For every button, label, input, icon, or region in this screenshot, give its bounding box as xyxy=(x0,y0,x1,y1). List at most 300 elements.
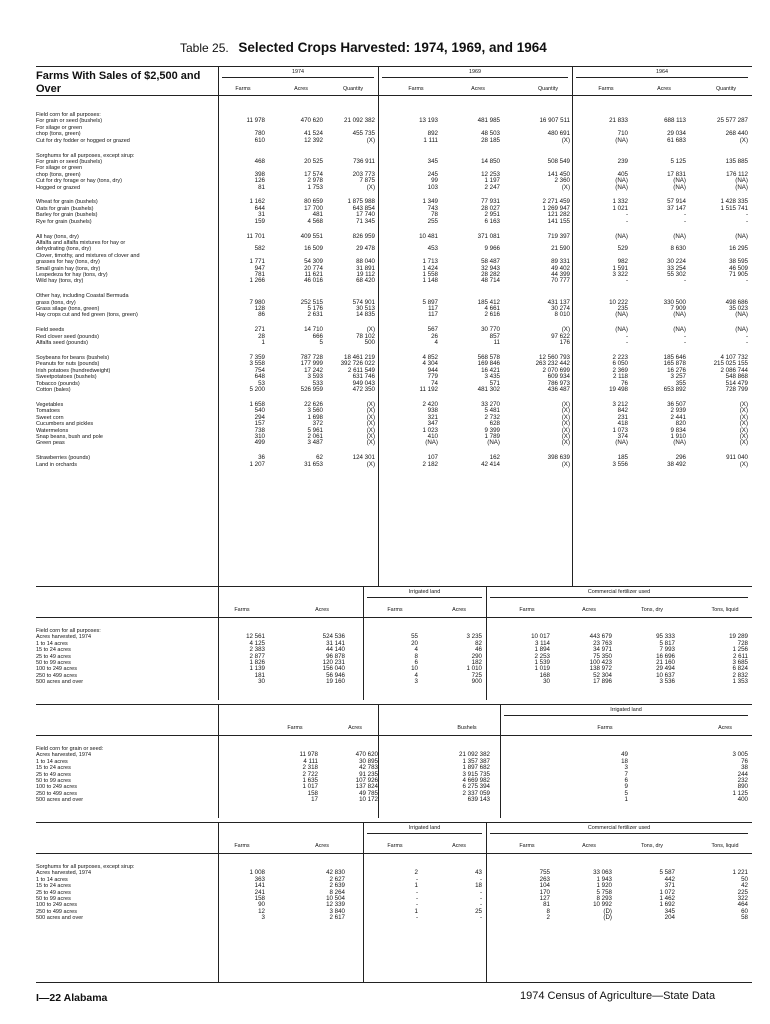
row-label: Snap beans, bush and pole xyxy=(36,433,103,440)
row-label: Tomatoes xyxy=(36,408,60,415)
cell-value: 3 536 xyxy=(659,678,675,686)
cell-value: (X) xyxy=(561,183,570,191)
cell-value: 666 xyxy=(312,332,323,340)
cell-value: 3 xyxy=(624,764,628,772)
cell-value: 4 661 xyxy=(484,305,500,312)
cell-value: 1 xyxy=(414,907,418,915)
column-divider xyxy=(378,705,379,818)
cell-value: (X) xyxy=(561,460,570,468)
cell-value: - xyxy=(479,901,482,909)
row-label: 250 to 499 acres xyxy=(36,672,77,679)
cell-value: (X) xyxy=(739,413,748,421)
cell-value: 857 xyxy=(489,332,500,340)
row-label: dehydrating (tons, dry) xyxy=(36,246,92,253)
cell-value: 1 xyxy=(261,339,265,347)
cell-value: 1 894 xyxy=(534,646,550,654)
cell-value: 3 556 xyxy=(612,460,628,468)
column-header: Acres xyxy=(348,725,362,731)
cell-value: 42 xyxy=(741,882,748,890)
cell-value: 26 xyxy=(431,332,438,340)
cell-value: 235 xyxy=(617,305,628,312)
cell-value: 22 626 xyxy=(304,400,323,408)
column-divider xyxy=(486,587,487,700)
cell-value: 1 021 xyxy=(612,204,628,212)
cell-value: 5 961 xyxy=(307,426,323,434)
cell-value: 322 xyxy=(737,895,748,902)
cell-value: 1 357 387 xyxy=(462,757,490,765)
row-label: grasses for hay (tons, dry) xyxy=(36,259,100,266)
cell-value: 355 xyxy=(675,379,686,387)
cell-value: 372 xyxy=(312,420,323,428)
cell-value: 16 421 xyxy=(481,366,500,374)
cell-value: 409 551 xyxy=(300,232,323,240)
cell-value: 8 264 xyxy=(329,888,345,896)
cell-value: 90 xyxy=(258,901,265,909)
row-label: Acres harvested, 1974 xyxy=(36,870,92,877)
cell-value: 3 005 xyxy=(732,751,748,759)
cell-value: 16 907 511 xyxy=(539,117,570,125)
cell-value: 88 040 xyxy=(356,258,375,266)
column-header: Farms xyxy=(408,86,424,92)
cell-value: 2 877 xyxy=(249,652,265,660)
row-label: Sorghums for all purposes, except sirup: xyxy=(36,864,135,870)
cell-value: 1 943 xyxy=(596,875,612,883)
row-label: 25 to 49 acres xyxy=(36,653,71,660)
cell-value: 81 xyxy=(543,901,550,909)
cell-value: 4 669 982 xyxy=(462,777,490,784)
cell-value: 2 xyxy=(546,914,550,922)
cell-value: 1 332 xyxy=(612,198,628,206)
row-label: 25 to 49 acres xyxy=(36,771,71,778)
column-header: Quantity xyxy=(715,86,737,92)
cell-value: - xyxy=(745,332,748,340)
group-rule xyxy=(490,597,748,598)
cell-value: 17 740 xyxy=(356,211,375,219)
cell-value: 294 xyxy=(254,413,265,421)
cell-value: 3 685 xyxy=(732,659,748,666)
cell-value: 5 897 xyxy=(422,298,438,306)
cell-value: (X) xyxy=(561,426,570,434)
cell-value: 16 696 xyxy=(656,652,675,660)
cell-value: 12 339 xyxy=(326,901,345,909)
cell-value: 181 xyxy=(254,671,265,679)
cell-value: 1 692 xyxy=(659,901,675,909)
cell-value: 2 318 xyxy=(302,764,318,772)
cell-value: 842 xyxy=(617,407,628,415)
cell-value: 9 834 xyxy=(670,426,686,434)
cell-value: 499 xyxy=(254,439,265,447)
row-label: chop (tons, green) xyxy=(36,171,81,178)
cell-value: 787 728 xyxy=(300,354,323,361)
cell-value: (X) xyxy=(561,432,570,440)
cell-value: 290 xyxy=(471,652,482,660)
cell-value: 2 xyxy=(414,869,418,877)
cell-value: (X) xyxy=(366,400,375,408)
row-label: Tobacco (pounds) xyxy=(36,380,80,387)
cell-value: 28 027 xyxy=(481,204,500,212)
cell-value: 738 xyxy=(254,426,265,434)
cell-value: 728 799 xyxy=(725,386,748,393)
cell-value: - xyxy=(415,914,418,922)
cell-value: 2 118 xyxy=(612,373,628,381)
cell-value: 1 462 xyxy=(659,895,675,902)
sub-rule-header xyxy=(36,735,752,736)
cell-value: 48 714 xyxy=(481,277,500,285)
table-heading: Selected Crops Harvested: 1974, 1969, and 1964 xyxy=(238,40,547,55)
cell-value: 49 xyxy=(621,751,628,759)
cell-value: 225 xyxy=(737,888,748,896)
cell-value: 398 xyxy=(254,170,265,178)
cell-value: 4 568 xyxy=(307,217,323,225)
cell-value: 453 xyxy=(427,245,438,253)
row-label: 15 to 24 acres xyxy=(36,765,71,772)
cell-value: 533 xyxy=(312,379,323,387)
cell-value: 2 247 xyxy=(484,183,500,191)
row-label: Acres harvested, 1974 xyxy=(36,752,92,759)
cell-value: 75 350 xyxy=(593,652,612,660)
row-label: Cotton (bales) xyxy=(36,387,71,393)
cell-value: 245 xyxy=(427,170,438,178)
cell-value: - xyxy=(625,339,628,347)
cell-value: 9 966 xyxy=(484,245,500,253)
cell-value: 117 xyxy=(428,305,438,312)
cell-value: 610 xyxy=(254,136,265,144)
row-label: 250 to 499 acres xyxy=(36,790,77,797)
cell-value: (NA) xyxy=(735,232,748,240)
cell-value: 524 536 xyxy=(322,633,345,641)
row-label: 25 to 49 acres xyxy=(36,889,71,896)
cell-value: 526 959 xyxy=(300,386,323,393)
cell-value: 1 428 335 xyxy=(720,198,748,206)
cell-value: 70 777 xyxy=(551,277,570,285)
column-header: Tons, liquid xyxy=(711,843,739,849)
cell-value: 185 646 xyxy=(663,354,686,361)
cell-value: (NA) xyxy=(615,311,628,319)
cell-value: 4 107 732 xyxy=(720,354,748,361)
cell-value: (X) xyxy=(366,439,375,447)
column-divider xyxy=(500,705,501,818)
row-label: Field corn for grain or seed: xyxy=(36,746,104,752)
cell-value: 4 111 xyxy=(303,757,318,765)
cell-value: - xyxy=(625,211,628,219)
cell-value: 2 360 xyxy=(554,177,570,185)
cell-value: 443 679 xyxy=(589,633,612,641)
cell-value: 5 xyxy=(624,789,628,797)
cell-value: 2 939 xyxy=(670,407,686,415)
cell-value: 42 414 xyxy=(481,460,500,468)
cell-value: (X) xyxy=(366,183,375,191)
row-label: Cut for dry fodder or hogged or grazed xyxy=(36,137,130,144)
cell-value: 363 xyxy=(254,875,265,883)
cell-value: 3 487 xyxy=(307,439,323,447)
cell-value: 76 xyxy=(621,379,628,387)
cell-value: 10 172 xyxy=(359,796,378,804)
row-label: Hay crops cut and fed green (tons, green) xyxy=(36,312,138,319)
column-header: Tons, dry xyxy=(641,607,663,613)
cell-value: 5 817 xyxy=(659,639,675,647)
column-header: Acres xyxy=(582,607,596,613)
cell-value: 470 620 xyxy=(355,751,378,759)
group-header: Commercial fertilizer used xyxy=(587,825,651,831)
cell-value: 644 xyxy=(254,204,265,212)
year-header: 1964 xyxy=(656,69,668,75)
cell-value: 33 063 xyxy=(593,869,612,877)
column-header: Acres xyxy=(452,607,466,613)
column-header: Farms xyxy=(519,843,535,849)
rule-bottom xyxy=(36,982,752,983)
cell-value: (NA) xyxy=(673,439,686,447)
cell-value: (NA) xyxy=(673,311,686,319)
cell-value: 11 xyxy=(493,339,500,347)
cell-value: 1 072 xyxy=(659,888,675,896)
row-label: Irish potatoes (hundredweight) xyxy=(36,367,111,374)
cell-value: 244 xyxy=(737,770,748,778)
row-label: Land in orchards xyxy=(36,461,77,468)
cell-value: 2 182 xyxy=(422,460,438,468)
cell-value: 2 611 xyxy=(732,652,748,660)
cell-value: 107 xyxy=(427,454,438,462)
cell-value: 21 092 382 xyxy=(344,117,375,125)
column-header: Tons, liquid xyxy=(711,607,739,613)
table-number: Table 25. xyxy=(180,41,229,55)
row-label: Soybeans for beans (bushels) xyxy=(36,355,110,361)
cell-value: 12 xyxy=(258,907,265,915)
cell-value: 2 951 xyxy=(484,211,500,219)
cell-value: 436 487 xyxy=(547,386,570,393)
cell-value: 57 914 xyxy=(667,198,686,206)
cell-value: 392 726 022 xyxy=(340,360,375,368)
cell-value: 16 295 xyxy=(729,245,748,253)
row-label: Sweet corn xyxy=(36,414,64,421)
cell-value: 455 735 xyxy=(352,130,375,138)
column-divider xyxy=(218,705,219,818)
cell-value: 6 163 xyxy=(484,217,500,225)
cell-value: 710 xyxy=(617,130,628,138)
cell-value: 76 xyxy=(741,757,748,765)
cell-value: 3 322 xyxy=(612,270,628,278)
row-label: Field seeds xyxy=(36,327,65,334)
cell-value: 81 xyxy=(258,183,265,191)
row-label: Small grain hay (tons, dry) xyxy=(36,265,101,272)
cell-value: 2 616 xyxy=(484,311,500,319)
column-header: Acres xyxy=(294,86,308,92)
column-header: Acres xyxy=(471,86,485,92)
cell-value: 398 639 xyxy=(547,454,570,462)
cell-value: 1 010 xyxy=(466,665,482,673)
cell-value: - xyxy=(415,895,418,902)
column-header: Quantity xyxy=(537,86,559,92)
cell-value: 10 222 xyxy=(609,298,628,306)
cell-value: 11 621 xyxy=(304,270,323,278)
cell-value: 14 710 xyxy=(304,326,323,334)
cell-value: 1 073 xyxy=(612,426,628,434)
column-header: Acres xyxy=(315,843,329,849)
cell-value: 418 xyxy=(617,420,628,428)
cell-value: 442 xyxy=(664,875,675,883)
cell-value: 786 973 xyxy=(547,379,570,387)
cell-value: 263 232 442 xyxy=(535,360,570,368)
cell-value: 28 282 xyxy=(481,270,500,278)
cell-value: 46 016 xyxy=(304,277,323,285)
cell-value: 97 622 xyxy=(551,332,570,340)
cell-value: 5 176 xyxy=(307,305,323,312)
cell-value: - xyxy=(683,339,686,347)
cell-value: 36 xyxy=(258,454,265,462)
cell-value: 464 xyxy=(737,901,748,909)
cell-value: 4 304 xyxy=(422,360,438,368)
cell-value: 19 289 xyxy=(729,633,748,641)
cell-value: 2 732 xyxy=(484,413,500,421)
cell-value: 86 xyxy=(258,311,265,319)
cell-value: 25 577 287 xyxy=(717,117,748,125)
cell-value: 17 xyxy=(311,796,318,804)
cell-value: 95 333 xyxy=(656,633,675,641)
cell-value: - xyxy=(479,914,482,922)
cell-value: 2 383 xyxy=(249,646,265,654)
cell-value: 30 xyxy=(543,678,550,686)
cell-value: 54 309 xyxy=(304,258,323,266)
cell-value: 728 xyxy=(737,639,748,647)
cell-value: (NA) xyxy=(487,439,500,447)
cell-value: 135 885 xyxy=(725,157,748,165)
cell-value: 938 xyxy=(427,407,438,415)
cell-value: 3 xyxy=(261,914,265,922)
cell-value: 347 xyxy=(427,420,438,428)
cell-value: 11 978 xyxy=(299,751,318,759)
cell-value: (X) xyxy=(366,426,375,434)
cell-value: 4 xyxy=(414,646,418,654)
year-rule xyxy=(222,77,374,78)
cell-value: 8 293 xyxy=(596,895,612,902)
cell-value: - xyxy=(625,217,628,225)
cell-value: 13 193 xyxy=(419,117,438,125)
row-label: Lespedeza for hay (tons, dry) xyxy=(36,271,108,278)
cell-value: 19 112 xyxy=(356,270,375,278)
cell-value: - xyxy=(479,875,482,883)
cell-value: 78 102 xyxy=(356,332,375,340)
column-header: Farms xyxy=(234,607,250,613)
cell-value: (X) xyxy=(739,432,748,440)
cell-value: 5 758 xyxy=(596,888,612,896)
row-label: Hogged or grazed xyxy=(36,184,81,191)
cell-value: 120 231 xyxy=(322,659,345,666)
cell-value: 37 147 xyxy=(667,204,686,212)
rule-top xyxy=(36,66,752,67)
rule-header xyxy=(36,95,752,96)
table-title xyxy=(180,40,547,55)
cell-value: 3 435 xyxy=(484,373,500,381)
cell-value: 128 xyxy=(254,305,265,312)
cell-value: 410 xyxy=(427,432,438,440)
cell-value: 10 504 xyxy=(326,895,345,902)
cell-value: 124 301 xyxy=(352,454,375,462)
column-divider xyxy=(486,823,487,983)
cell-value: 820 xyxy=(675,420,686,428)
cell-value: 10 992 xyxy=(593,901,612,909)
cell-value: 21 833 xyxy=(609,117,628,125)
cell-value: 58 487 xyxy=(481,258,500,266)
cell-value: 165 878 xyxy=(663,360,686,368)
cell-value: 78 xyxy=(431,211,438,219)
cell-value: 1 019 xyxy=(534,665,550,673)
column-header: Farms xyxy=(597,725,613,731)
row-label: 50 to 99 acres xyxy=(36,778,71,784)
cell-value: 540 xyxy=(254,407,265,415)
cell-value: (D) xyxy=(603,907,612,915)
cell-value: 29 494 xyxy=(656,665,675,673)
cell-value: 31 141 xyxy=(326,639,345,647)
cell-value: - xyxy=(683,217,686,225)
cell-value: (X) xyxy=(366,432,375,440)
row-label: Cut for dry forage or hay (tons, dry) xyxy=(36,178,122,185)
cell-value: 137 824 xyxy=(355,783,378,791)
cell-value: 127 xyxy=(539,895,550,902)
cell-value: 405 xyxy=(617,170,628,178)
row-label: For grain or seed (bushels) xyxy=(36,158,103,165)
cell-value: 6 xyxy=(624,777,628,784)
cell-value: 12 392 xyxy=(304,136,323,144)
cell-value: 33 254 xyxy=(667,264,686,272)
cell-value: 514 479 xyxy=(725,379,748,387)
cell-value: (X) xyxy=(561,407,570,415)
row-label: Grass silage (tons, green) xyxy=(36,306,100,312)
cell-value: 231 xyxy=(617,413,628,421)
cell-value: 20 525 xyxy=(304,157,323,165)
cell-value: 215 025 155 xyxy=(713,360,748,368)
cell-value: - xyxy=(683,332,686,340)
cell-value: 4 125 xyxy=(249,639,265,647)
cell-value: 168 xyxy=(539,671,550,679)
cell-value: 30 513 xyxy=(356,305,375,312)
row-label: Strawberries (pounds) xyxy=(36,455,91,462)
row-label: Barley for grain (bushels) xyxy=(36,212,98,219)
cell-value: 8 xyxy=(414,652,418,660)
cell-value: 6 050 xyxy=(612,360,628,368)
cell-value: 55 302 xyxy=(667,270,686,278)
cell-value: 30 xyxy=(258,678,265,686)
cell-value: (NA) xyxy=(425,439,438,447)
cell-value: 30 895 xyxy=(359,757,378,765)
cell-value: 2 420 xyxy=(422,400,438,408)
cell-value: 12 253 xyxy=(481,170,500,178)
cell-value: 1 753 xyxy=(307,183,323,191)
cell-value: 3 212 xyxy=(612,400,628,408)
cell-value: 41 524 xyxy=(304,130,323,138)
cell-value: 182 xyxy=(471,659,482,666)
cell-value: 162 xyxy=(489,454,500,462)
cell-value: 62 xyxy=(316,454,323,462)
cell-value: 38 492 xyxy=(667,460,686,468)
cell-value: 571 xyxy=(489,379,500,387)
cell-value: 17 896 xyxy=(593,678,612,686)
cell-value: 1 897 682 xyxy=(462,764,490,772)
sub-rule-top xyxy=(36,704,752,705)
cell-value: 3 915 735 xyxy=(462,770,490,778)
cell-value: 1 539 xyxy=(534,659,550,666)
cell-value: 16 276 xyxy=(667,366,686,374)
cell-value: 176 112 xyxy=(726,170,748,178)
group-rule xyxy=(504,715,748,716)
cell-value: - xyxy=(625,277,628,285)
cell-value: 2 978 xyxy=(307,177,323,185)
row-label: Peanuts for nuts (pounds) xyxy=(36,361,100,368)
cell-value: 35 023 xyxy=(729,305,748,312)
cell-value: 1 148 xyxy=(422,277,438,285)
row-label: 100 to 249 acres xyxy=(36,666,77,673)
cell-value: 900 xyxy=(471,678,482,686)
cell-value: 1 023 xyxy=(422,426,438,434)
cell-value: 25 xyxy=(475,907,482,915)
